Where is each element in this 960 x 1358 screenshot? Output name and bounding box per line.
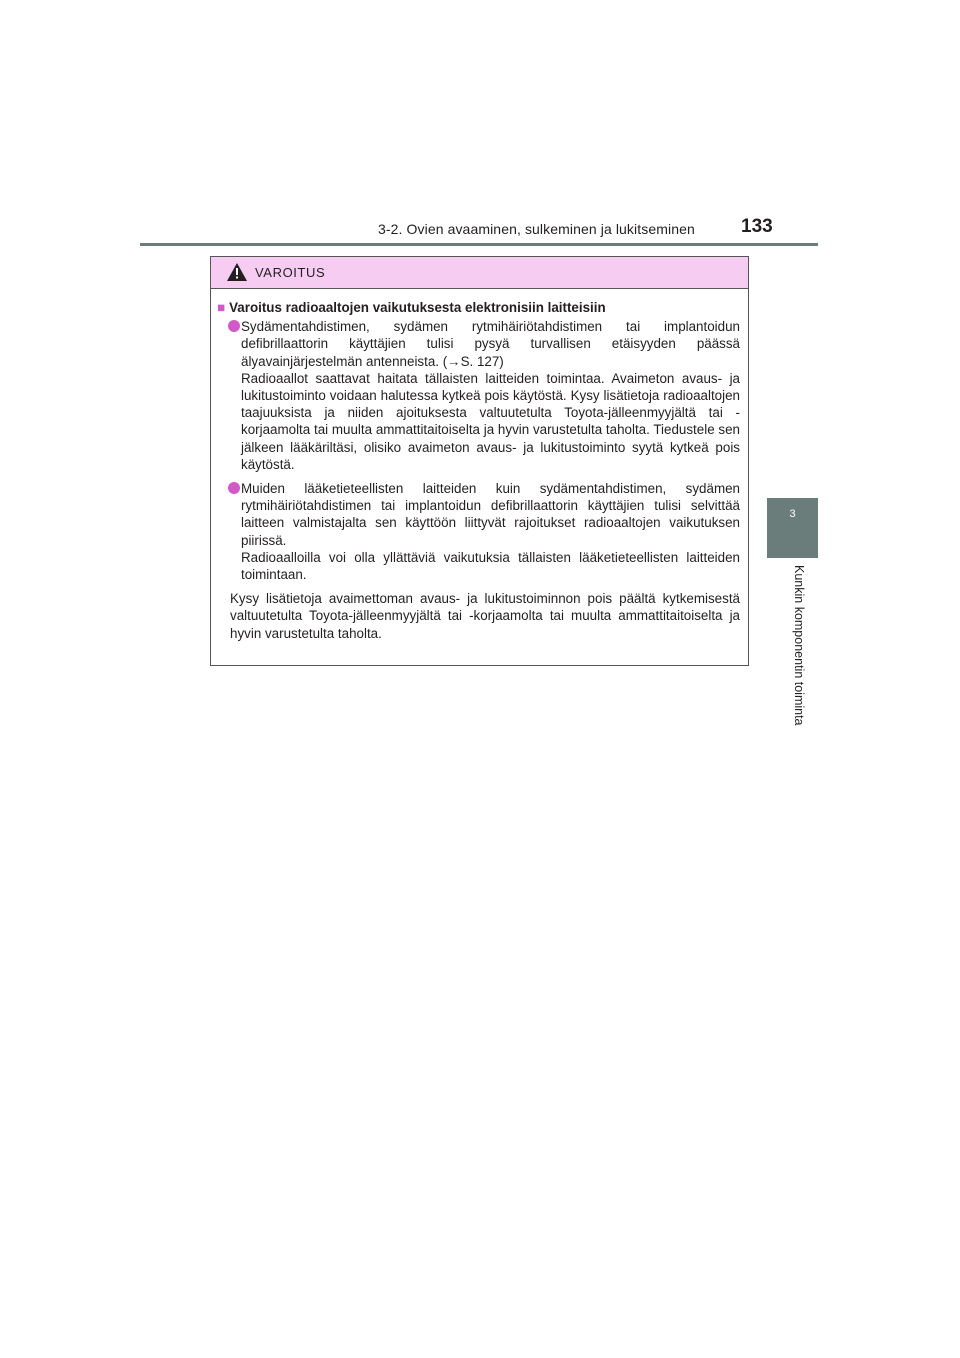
warning-header (211, 257, 748, 289)
chapter-tab (767, 498, 818, 558)
warning-triangle-icon (227, 263, 247, 281)
warning-label: VAROITUS (255, 265, 326, 280)
square-bullet-icon: ■ (217, 300, 226, 315)
item-paragraph: Muiden lääketieteellisten laitteiden kuin sydämentahdistimen, sydämen rytmihäiriötahdistimen tai implantoidun defibrillaattorin käyttäjien tulisi selvittää laitteen valmistajalta sen käyttöön liittyvät rajoitukset radioaaltojen vaikutuksen piirissä. (241, 481, 740, 548)
item-paragraph: Radioaalloilla voi olla yllättäviä vaikutuksia tällaisten lääketieteellisten laitteiden toimintaan. (241, 549, 740, 583)
list-item (217, 318, 740, 473)
list-item (217, 480, 740, 583)
round-bullet-icon (228, 320, 240, 332)
item-paragraph: Sydämentahdistimen, sydämen rytmihäiriötahdistimen tai implantoidun defibrillaattorin käyttäjien tulisi pysyä turvallisen etäisyyden päässä älyavainjärjestelmän antenneista. (→S. 127) (241, 319, 740, 369)
warning-body (211, 289, 748, 642)
note-text: Kysy lisätietoja avaimettoman avaus- ja lukitustoiminnon pois päältä kytkemisestä valtuutetulta Toyota-jälleenmyyjältä tai -korjaamolta tai muulta ammattitaitoiselta ja hyvin varustetulta taholta. (230, 591, 740, 641)
item-paragraph: Radioaallot saattavat haitata tällaisten laitteiden toimintaa. Avaimeton avaus- ja lukitustoiminto voidaan halutessa kytkeä pois käytöstä. Kysy lisätietoja radioaaltojen taajuuksista ja niiden ajoituksesta valtuutetulta Toyota-jälleenmyyjältä tai -korjaamolta tai muulta ammattitaitoiselta ja hyvin varustetulta taholta. Tiedustele sen jälkeen lääkäriltäsi, olisiko avaimeton avaus- ja lukitustoiminto syytä kytkeä pois käytöstä. (241, 370, 740, 472)
warning-box (210, 256, 749, 666)
warning-heading (217, 299, 740, 316)
chapter-number: 3 (789, 508, 796, 520)
chapter-title: Kunkin komponentin toiminta (792, 565, 806, 726)
round-bullet-icon (228, 482, 240, 494)
section-title: 3-2. Ovien avaaminen, sulkeminen ja lukitseminen (378, 221, 695, 237)
warning-heading-text: Varoitus radioaaltojen vaikutuksesta elektronisiin laitteisiin (229, 300, 606, 315)
warning-note (217, 590, 740, 642)
page-number: 133 (741, 216, 773, 237)
header-rule (140, 243, 818, 246)
